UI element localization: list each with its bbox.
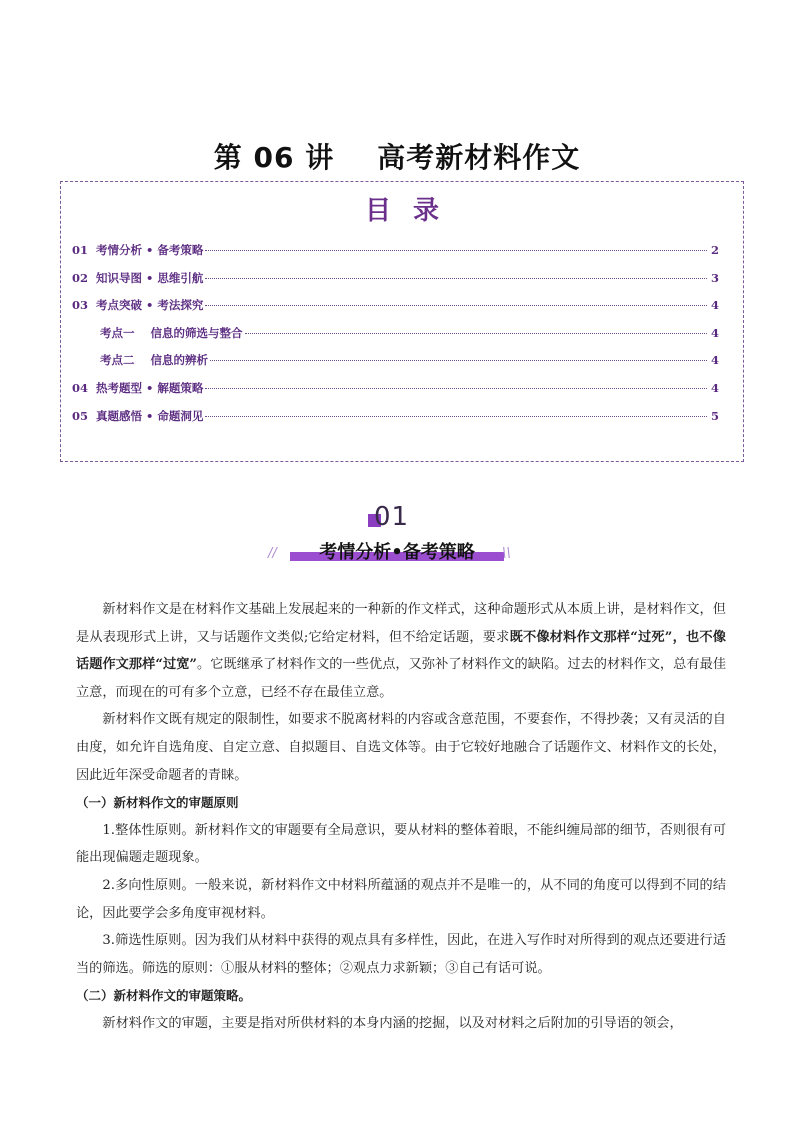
toc-item-number: 03 <box>72 298 89 313</box>
toc-leader-dots <box>210 360 707 361</box>
toc-item-05[interactable] <box>72 408 719 436</box>
toc-item-number: 05 <box>72 408 89 423</box>
text-run: 。它既继承了材料作文的一些优点，又弥补了材料作文的缺陷。过去的材料作文，总有最佳立意，而现在的可有多个立意，已经不存在最佳立意。 <box>76 657 727 700</box>
toc-item-03[interactable] <box>72 297 719 325</box>
toc-item-02[interactable] <box>72 270 719 298</box>
toc-item-04[interactable] <box>72 380 719 408</box>
paragraph-principle-2: 2.多向性原则。一般来说，新材料作文中材料所蕴涵的观点并不是唯一的，从不同的角度可以得到不同的结论，因此要学会多角度审视材料。 <box>76 877 726 921</box>
toc-leader-dots <box>205 388 707 389</box>
subheading-strategies: （二）新材料作文的审题策略。 <box>76 988 252 1004</box>
emphasis-text: 既不像材料作文那样“过死”，也不像话题作文那样“过宽” <box>76 629 726 673</box>
toc-item-number: 01 <box>72 243 89 257</box>
subheading-principles: （一）新材料作文的审题原则 <box>76 795 239 811</box>
toc-item-page: 3 <box>710 270 719 285</box>
toc-item-label: 考情分析 • 备考策略 <box>96 243 204 257</box>
toc-item-label: 考点二 信息的辨析 <box>100 353 209 368</box>
toc-item-page: 4 <box>710 353 719 368</box>
toc-leader-dots <box>205 278 707 279</box>
toc-heading: 目录 <box>364 196 461 226</box>
section-badge <box>268 502 528 566</box>
toc-leader-dots <box>205 305 707 306</box>
toc-item-page: 5 <box>710 408 719 423</box>
toc-item-label: 真题感悟 • 命题洞见 <box>96 408 204 423</box>
toc-item-number: 04 <box>72 380 89 395</box>
toc-item-label: 知识导图 • 思维引航 <box>96 270 204 285</box>
toc-subitem-2[interactable] <box>72 352 719 380</box>
toc-item-page: 2 <box>710 243 719 257</box>
paragraph-principle-3: 3.筛选性原则。因为我们从材料中获得的观点具有多样性，因此，在进入写作时对所得到的观点还要进行适当的筛选。筛选的原则：①服从材料的整体；②观点力求新颖；③自己有话可说。 <box>76 933 726 976</box>
toc-list <box>72 242 719 435</box>
toc-item-page: 4 <box>710 325 719 340</box>
table-of-contents <box>60 181 744 462</box>
toc-subitem-1[interactable] <box>72 325 719 353</box>
toc-leader-dots <box>205 416 707 417</box>
page-title: 第 06 讲 高考新材料作文 <box>213 141 581 174</box>
toc-item-page: 4 <box>710 380 719 395</box>
toc-item-label: 考点一 信息的筛选与整合 <box>100 325 243 340</box>
toc-item-label: 热考题型 • 解题策略 <box>96 380 204 395</box>
slash-decoration-right: \\ <box>502 546 511 561</box>
toc-item-label: 考点突破 • 考法探究 <box>96 298 204 313</box>
paragraph-principle-1: 1.整体性原则。新材料作文的审题要有全局意识，要从材料的整体着眼，不能纠缠局部的细节，否则很有可能出现偏题走题现象。 <box>76 822 726 866</box>
article-body <box>76 596 726 1038</box>
slash-decoration-left: // <box>268 546 277 561</box>
paragraph-features: 新材料作文既有规定的限制性，如要求不脱离材料的内容或含意范围，不要套作，不得抄袭；又有灵活的自由度，如允许自选角度、自定立意、自拟题目、自选文体等。由于它较好地融合了话题作文、材料作文的长处，因此近年深受命题者的青睐。 <box>76 712 726 783</box>
toc-leader-dots <box>245 333 707 334</box>
text-run: 新材料作文是在材料作文基础上发展起来的一种新的作文样式，这种命题形式从本质上讲，是材料作文，但是从表现形式上讲，又与话题作文类似;它给定材料，但不给定话题，要求 <box>76 602 726 645</box>
section-title-bar <box>290 538 504 564</box>
toc-item-01[interactable] <box>72 242 719 270</box>
paragraph-intro <box>76 596 726 706</box>
toc-leader-dots <box>205 250 707 251</box>
section-title: 考情分析•备考策略 <box>319 542 475 563</box>
section-number: 01 <box>374 502 410 532</box>
toc-item-page: 4 <box>710 298 719 313</box>
toc-item-number: 02 <box>72 270 89 285</box>
paragraph-strategy: 新材料作文的审题，主要是指对所供材料的本身内涵的挖掘，以及对材料之后附加的引导语的领会， <box>102 1015 683 1031</box>
